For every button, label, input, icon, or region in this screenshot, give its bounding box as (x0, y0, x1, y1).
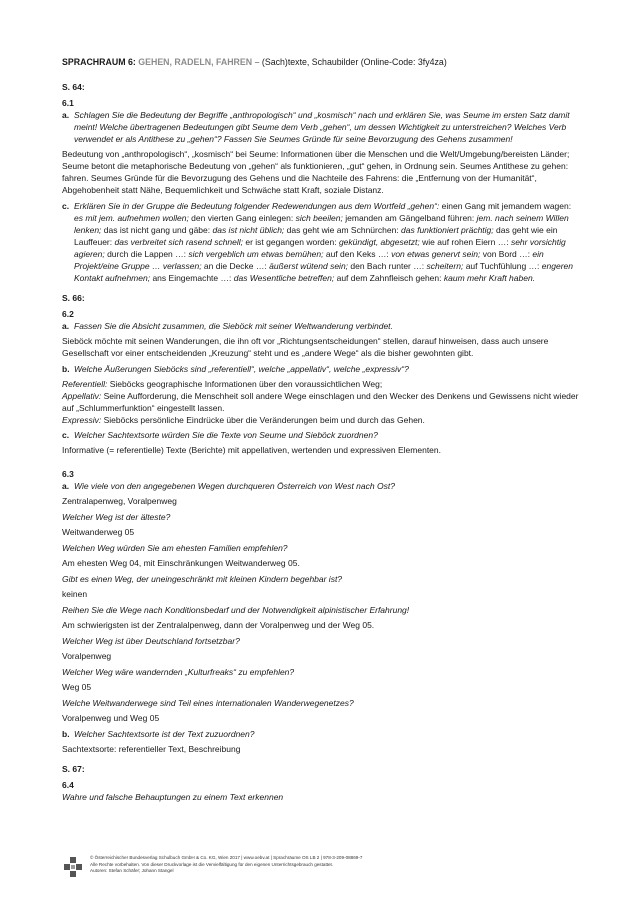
answer-6-2-a: Sieböck möchte mit seinen Wanderungen, die ihn oft vor „Richtungsentscheidungen“ stellen, darauf hinweisen, dass auch unsere Gesellschaft vor einer entscheidenden „Kreuzung“ steht und es „andere Wege“ als die bisher gewohnten gibt. (62, 336, 549, 358)
exercise-number-6-1: 6.1 (62, 98, 74, 108)
page-ref-67: S. 67: (62, 764, 85, 774)
idiom-meaning: ein Projekt/eine Gruppe … verlassen; (74, 249, 544, 271)
question-6-3-5: Reihen Sie die Wege nach Konditionsbedarf und der Notwendigkeit alpinistischer Erfahrung! (62, 605, 410, 615)
answer-6-3-1: Zentralapenweg, Voralpenweg (62, 496, 177, 506)
footer-copyright: © Österreichischer Bundesverlag Schulbuch GmbH & Co. KG, Wien 2017 | www.oebv.at | Sprachräume OS LB 2 | 978-3-209-08869-7 (90, 855, 363, 860)
page-footer (62, 855, 582, 878)
page-content (62, 56, 582, 803)
idiom-meaning: scheitern; (426, 261, 464, 271)
question-6-3-2: Welcher Weg ist der älteste? (62, 512, 171, 522)
answer-6-3-4: keinen (62, 589, 88, 599)
idiom-meaning: äußerst wütend sein; (269, 261, 349, 271)
idiom-meaning: sich beeilen; (295, 213, 343, 223)
idiom-phrase: an die Decke …: (201, 261, 270, 271)
idiom-phrase: das geht wie am Schnürchen: (284, 225, 402, 235)
answer-referentiell (62, 378, 582, 390)
footer-rights: Alle Rechte vorbehalten. Von dieser Druckvorlage ist die Vervielfältigung für den eigenen Unterrichtsgebrauch gestattet. (90, 861, 334, 867)
idiom-phrase: den Bach runter …: (348, 261, 427, 271)
exercise-number-6-4: 6.4 (62, 780, 74, 790)
question-6-3-6: Welcher Weg ist über Deutschland fortsetzbar? (62, 636, 240, 646)
idiom-phrase: ans Eingemachte …: (150, 273, 234, 283)
question-6-3-4: Gibt es einen Weg, der uneingeschränkt mit kleinen Kindern begehbar ist? (62, 574, 343, 584)
label-referentiell: Referentiell: (62, 379, 108, 389)
idiom-phrase: das geht wie ein Lauffeuer: (74, 225, 558, 247)
idiom-meaning: das ist nicht üblich; (212, 225, 285, 235)
header-subtitle: (Sach)texte, Schaubilder (Online-Code: 3fy4za) (261, 57, 447, 67)
footer-authors: Autoren: Stefan Schäfer; Johann Stangel (90, 868, 174, 873)
idiom-meaning: von etwas genervt sein; (391, 249, 481, 259)
answer-6-1-a: Bedeutung von „anthropologisch“, „kosmisch“ bei Seume: Informationen über die Menschen und die Welt/Umgebung/bereisten Länder; Seume betont die metaphorische Bedeutung von „gehen“ als funktionieren, „gut“ gehen, in Ordnung sein. Seumes Antithese zu gehen: fahren. Seumes Gründe für die Bevorzugung des Gehens und die Nachteile des Fahrens: die „Entfernung von der Humanität“, Abgehobenheit statt Nähe, Bequemlichkeit und Schwäche statt Kraft, soziale Distanz. (62, 149, 570, 195)
text-expressiv: Sieböcks persönliche Eindrücke über die Veränderungen beim und durch das Gehen. (101, 415, 425, 425)
answer-6-2-b (62, 378, 582, 426)
idiom-phrase: von Bord …: (480, 249, 533, 259)
question-letter: c. (62, 201, 70, 211)
idiom-phrase: den vierten Gang einlegen: (188, 213, 296, 223)
idiom-phrase: das ist nicht gang und gäbe: (101, 225, 213, 235)
question-text: Welcher Sachtextsorte ist der Text zuzuordnen? (74, 729, 255, 739)
idiom-phrase: durch die Lappen …: (104, 249, 189, 259)
header-title: GEHEN, RADELN, FAHREN – (138, 57, 262, 67)
question-text: Welcher Sachtextsorte würden Sie die Texte von Seume und Sieböck zuordnen? (74, 430, 378, 440)
question-6-1-a (62, 109, 582, 145)
idiom-meaning: kaum mehr Kraft haben. (443, 273, 536, 283)
text-appellativ: Seine Aufforderung, die Menschheit soll andere Wege einschlagen und den Wecker des Denkens und Gewissens nicht wieder auf „Schlummerfunktion“ eingestellt lassen. (62, 391, 579, 413)
footer-text (90, 855, 362, 875)
publisher-logo-icon (62, 856, 84, 878)
idiom-meaning: jem. nach seinem Willen lenken; (74, 213, 569, 235)
question-6-2-a (62, 320, 582, 332)
answer-expressiv (62, 414, 582, 426)
question-letter: b. (62, 364, 70, 374)
question-text: Welche Äußerungen Sieböcks sind „referentiell“, welche „appellativ“, welche „expressiv“? (74, 364, 409, 374)
question-6-3-8: Welche Weitwanderwege sind Teil eines internationalen Wanderwegenetzes? (62, 698, 354, 708)
answer-appellativ (62, 390, 582, 414)
idiom-phrase: einen Gang mit jemandem wagen: (439, 201, 572, 211)
question-6-3-3: Welchen Weg würden Sie am ehesten Familien empfehlen? (62, 543, 288, 553)
question-letter: a. (62, 110, 70, 120)
label-expressiv: Expressiv: (62, 415, 102, 425)
exercise-title-6-4: Wahre und falsche Behauptungen zu einem Text erkennen (62, 792, 284, 802)
idiom-meaning: engeren Kontakt aufnehmen; (74, 261, 573, 283)
question-6-2-b (62, 363, 582, 375)
idiom-answers (74, 201, 573, 283)
idiom-phrase: auf den Keks …: (323, 249, 392, 259)
question-text: Schlagen Sie die Bedeutung der Begriffe „anthropologisch“ und „kosmisch“ nach und erklären Sie, was Seume im ersten Satz damit meint! Welche übertragenen Bedeutungen gibt Seume dem Verb „gehen“, um dessen Wichtigkeit zu unterstreichen? Welches Verb verwendet er als Antithese zu „gehen“? Fassen Sie Seumes Gründe für seine Bevorzugung des Gehens zusammen! (74, 110, 570, 144)
idiom-phrase: auf dem Zahnfleisch gehen: (334, 273, 444, 283)
idiom-phrase: auf Tuchfühlung …: (463, 261, 542, 271)
question-6-2-c (62, 429, 582, 441)
idiom-phrase: er ist gegangen worden: (243, 237, 339, 247)
question-text: Wie viele von den angegebenen Wegen durchqueren Österreich von West nach Ost? (74, 481, 395, 491)
answer-6-3-3: Am ehesten Weg 04, mit Einschränkungen Weitwanderweg 05. (62, 558, 300, 568)
answer-6-3-5: Am schwierigsten ist der Zentralalpenweg, dann der Voralpenweg und der Weg 05. (62, 620, 375, 630)
idiom-meaning: sich vergeblich um etwas bemühen; (188, 249, 324, 259)
page-header (62, 56, 582, 68)
answer-6-3-b: Sachtextsorte: referentieller Text, Beschreibung (62, 744, 241, 754)
question-letter: c. (62, 430, 70, 440)
question-6-1-c (62, 200, 582, 284)
idiom-meaning: das Wesentliche betreffen; (233, 273, 335, 283)
page-ref-64: S. 64: (62, 82, 85, 92)
answer-6-3-8: Voralpenweg und Weg 05 (62, 713, 160, 723)
idiom-phrase: wie auf rohen Eiern …: (419, 237, 511, 247)
answer-6-2-c: Informative (= referentielle) Texte (Berichte) mit appellativen, wertenden und expressiven Elementen. (62, 445, 441, 455)
idiom-meaning: das verbreitet sich rasend schnell; (114, 237, 244, 247)
page-ref-66: S. 66: (62, 293, 85, 303)
question-letter: a. (62, 481, 70, 491)
exercise-number-6-2: 6.2 (62, 309, 74, 319)
idiom-meaning: gekündigt, abgesetzt; (338, 237, 420, 247)
question-6-3-7: Welcher Weg wäre wandernden „Kulturfreaks“ zu empfehlen? (62, 667, 295, 677)
question-letter: a. (62, 321, 70, 331)
header-prefix: SPRACHRAUM 6: (62, 57, 139, 67)
answer-6-3-6: Voralpenweg (62, 651, 112, 661)
exercise-number-6-3: 6.3 (62, 469, 74, 479)
question-text: Fassen Sie die Absicht zusammen, die Sieböck mit seiner Weltwanderung verbindet. (74, 321, 393, 331)
question-letter: b. (62, 729, 70, 739)
idiom-meaning: das funktioniert prächtig; (401, 225, 494, 235)
question-6-3-a (62, 480, 582, 492)
idiom-phrase: jemanden am Gängelband führen: (342, 213, 477, 223)
idiom-meaning: sehr vorsichtig agieren; (74, 237, 566, 259)
text-referentiell: Sieböcks geographische Informationen über den voraussichtlichen Weg; (107, 379, 383, 389)
idiom-meaning: es mit jem. aufnehmen wollen; (74, 213, 189, 223)
label-appellativ: Appellativ: (62, 391, 102, 401)
question-text: Erklären Sie in der Gruppe die Bedeutung folgender Redewendungen aus dem Wortfeld „gehen“: (74, 201, 440, 211)
question-6-3-b (62, 728, 582, 740)
answer-6-3-7: Weg 05 (62, 682, 92, 692)
answer-6-3-2: Weitwanderweg 05 (62, 527, 135, 537)
